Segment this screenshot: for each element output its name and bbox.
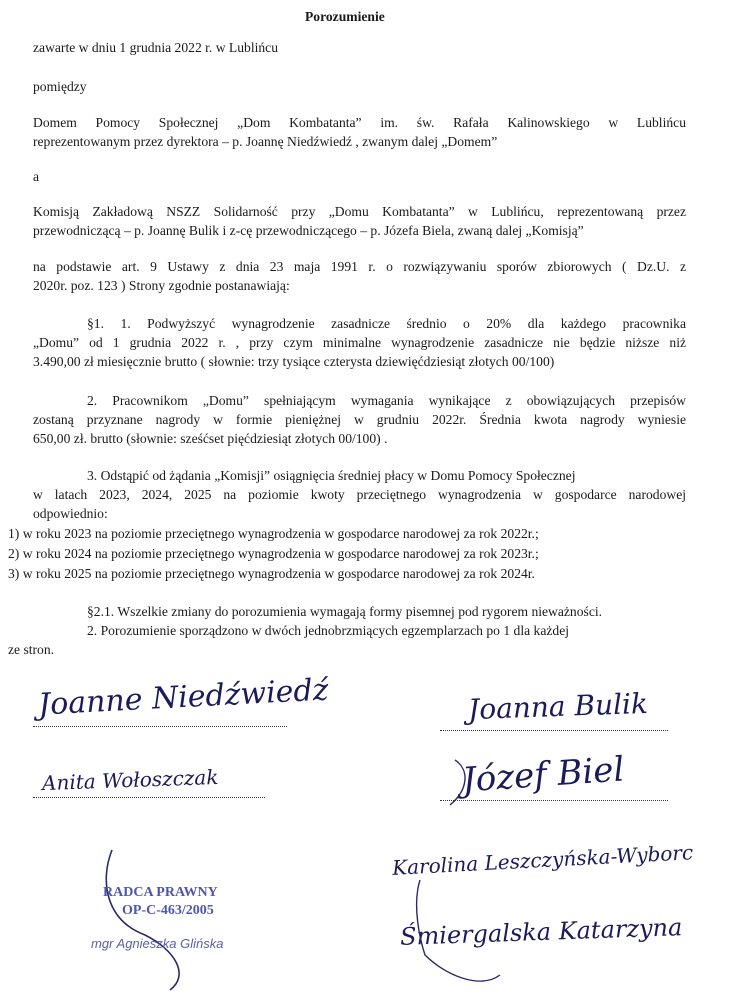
paragraph2-line2: zostaną przyznane nagrody w formie pieniężnej w grudniu 2022r. Średnia kwota nagrody wyniesie: [33, 412, 686, 427]
date-line: zawarte w dniu 1 grudnia 2022 r. w Lublińcu: [33, 40, 279, 55]
signature-woloszczak: Anita Wołoszczak: [41, 764, 219, 796]
signature-biel: Józef Biel: [460, 749, 626, 801]
and-line: a: [33, 169, 40, 184]
party1-line1: Domem Pomocy Społecznej „Dom Kombatanta” im. św. Rafała Kalinowskiego w Lublińcu: [33, 115, 686, 130]
party2-line2: przewodniczącą – p. Joannę Bulik i z-cę przewodniczącego – p. Józefa Biela, zwaną dalej „Komisją”: [33, 223, 584, 238]
stamp-number: OP-C-463/2005: [122, 903, 214, 918]
list-item: 3) w roku 2025 na poziomie przeciętnego wynagrodzenia w gospodarce narodowej za rok 2024r.: [8, 566, 535, 581]
stamp-title: RADCA PRAWNY: [103, 885, 218, 900]
paragraph3-line3: odpowiednio:: [33, 506, 108, 521]
party1-line2: reprezentowanym przez dyrektora – p. Joannę Niedźwiedź , zwanym dalej „Domem”: [33, 134, 498, 149]
list-item: 1) w roku 2023 na poziomie przeciętnego wynagrodzenia w gospodarce narodowej za rok 2022r.;: [8, 526, 539, 541]
between-line: pomiędzy: [33, 79, 87, 94]
paragraph1-line1: §1. 1. Podwyższyć wynagrodzenie zasadnicze średnio o 20% dla każdego pracownika: [87, 316, 686, 331]
party2-line1: Komisją Zakładową NSZZ Solidarność przy „Domu Kombatanta” w Lublińcu, reprezentowaną przez: [33, 204, 686, 219]
paragraph1-line3: 3.490,00 zł miesięcznie brutto ( słownie: trzy tysiące czterysta dziewięćdziesiąt złotych 00/100): [33, 354, 555, 369]
paragraph3-line2: w latach 2023, 2024, 2025 na poziomie kwoty przeciętnego wynagrodzenia w gospodarce narodowej: [33, 487, 686, 502]
basis-line2: 2020r. poz. 123 ) Strony zgodnie postanawiają:: [33, 278, 290, 293]
paragraph1-line2: „Domu” od 1 grudnia 2022 r. , przy czym minimalne wynagrodzenie zasadnicze nie będzie niższe niż: [33, 335, 686, 350]
document-title: Porozumienie: [305, 9, 385, 24]
section2-line1: §2.1. Wszelkie zmiany do porozumienia wymagają formy pisemnej pod rygorem nieważności.: [87, 604, 603, 619]
stamp-name: mgr Agnieszka Glińska: [91, 936, 224, 951]
signature-leszczynska: Karolina Leszczyńska-Wyborc: [391, 840, 694, 880]
list-item: 2) w roku 2024 na poziomie przeciętnego wynagrodzenia w gospodarce narodowej za rok 2023r.;: [8, 546, 539, 561]
section2-line3: ze stron.: [8, 642, 55, 657]
paragraph3-line1: 3. Odstąpić od żądania „Komisji” osiągnięcia średniej płacy w Domu Pomocy Społecznej: [87, 468, 576, 483]
signature-bulik: Joanna Bulik: [467, 686, 649, 727]
basis-line1: na podstawie art. 9 Ustawy z dnia 23 maja 1991 r. o rozwiązywaniu sporów zbiorowych ( Dz.U. z: [33, 259, 686, 274]
paragraph2-line1: 2. Pracownikom „Domu” spełniającym wymagania wynikające z obowiązujących przepisów: [87, 393, 686, 408]
paragraph2-line3: 650,00 zł. brutto (słownie: sześćset pięćdziesiąt złotych 00/100) .: [33, 431, 388, 446]
signature-smiergalska: Śmiergalska Katarzyna: [399, 913, 683, 951]
section2-line2: 2. Porozumienie sporządzono w dwóch jednobrzmiących egzemplarzach po 1 dla każdej: [87, 623, 570, 638]
signature-niedzwiedz: Joanne Niedźwiedź: [37, 672, 330, 723]
